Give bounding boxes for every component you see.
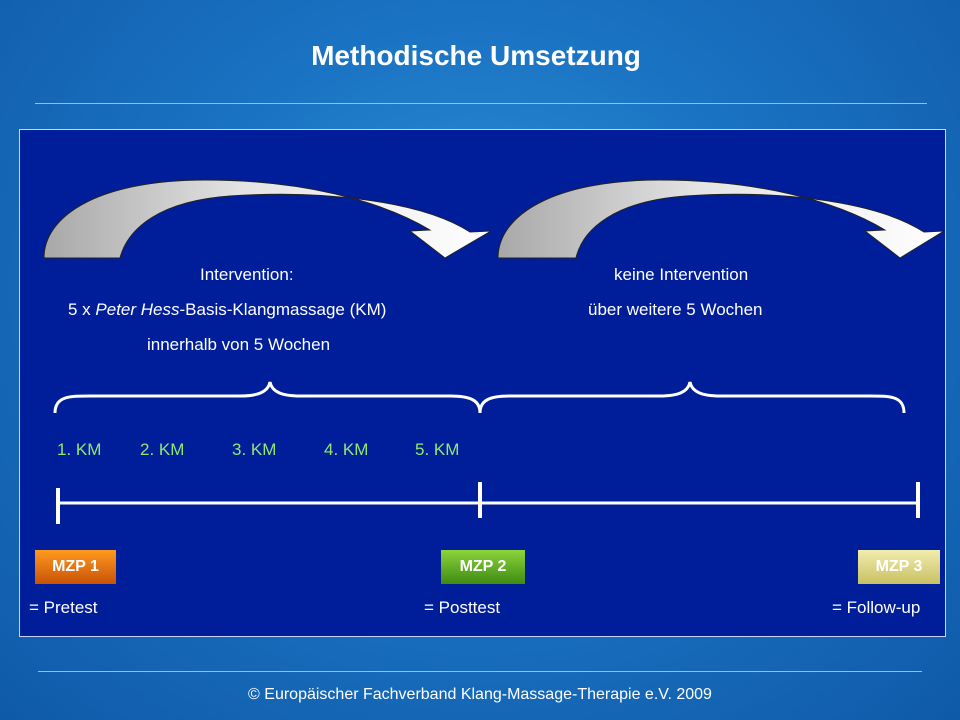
brace-no-intervention [480,382,904,413]
mzp3-badge: MZP 3 [858,550,940,584]
session-label-2: 2. KM [140,440,185,459]
mzp1-description: = Pretest [29,598,98,617]
intervention-heading: Intervention: [200,265,294,284]
mzp3-description: = Follow-up [832,598,921,617]
intervention-duration: innerhalb von 5 Wochen [147,335,331,354]
no-intervention-heading: keine Intervention [614,265,749,284]
session-label-1: 1. KM [57,440,102,459]
footer-divider [38,671,922,672]
curved-arrow-intervention [44,180,491,258]
mzp1-badge: MZP 1 [35,550,116,584]
brace-intervention [55,382,480,413]
footer-copyright: © Europäischer Fachverband Klang-Massage-Therapie e.V. 2009 [248,686,712,703]
curved-arrow-no-intervention [498,180,944,258]
intervention-description: 5 x Peter Hess-Basis-Klangmassage (KM) [68,300,387,319]
no-intervention-duration: über weitere 5 Wochen [588,300,763,319]
slide-title: Methodische Umsetzung [311,40,641,71]
session-label-3: 3. KM [232,440,277,459]
session-label-5: 5. KM [415,440,460,459]
mzp2-description: = Posttest [424,598,501,617]
session-label-4: 4. KM [324,440,369,459]
mzp2-badge: MZP 2 [441,550,525,584]
